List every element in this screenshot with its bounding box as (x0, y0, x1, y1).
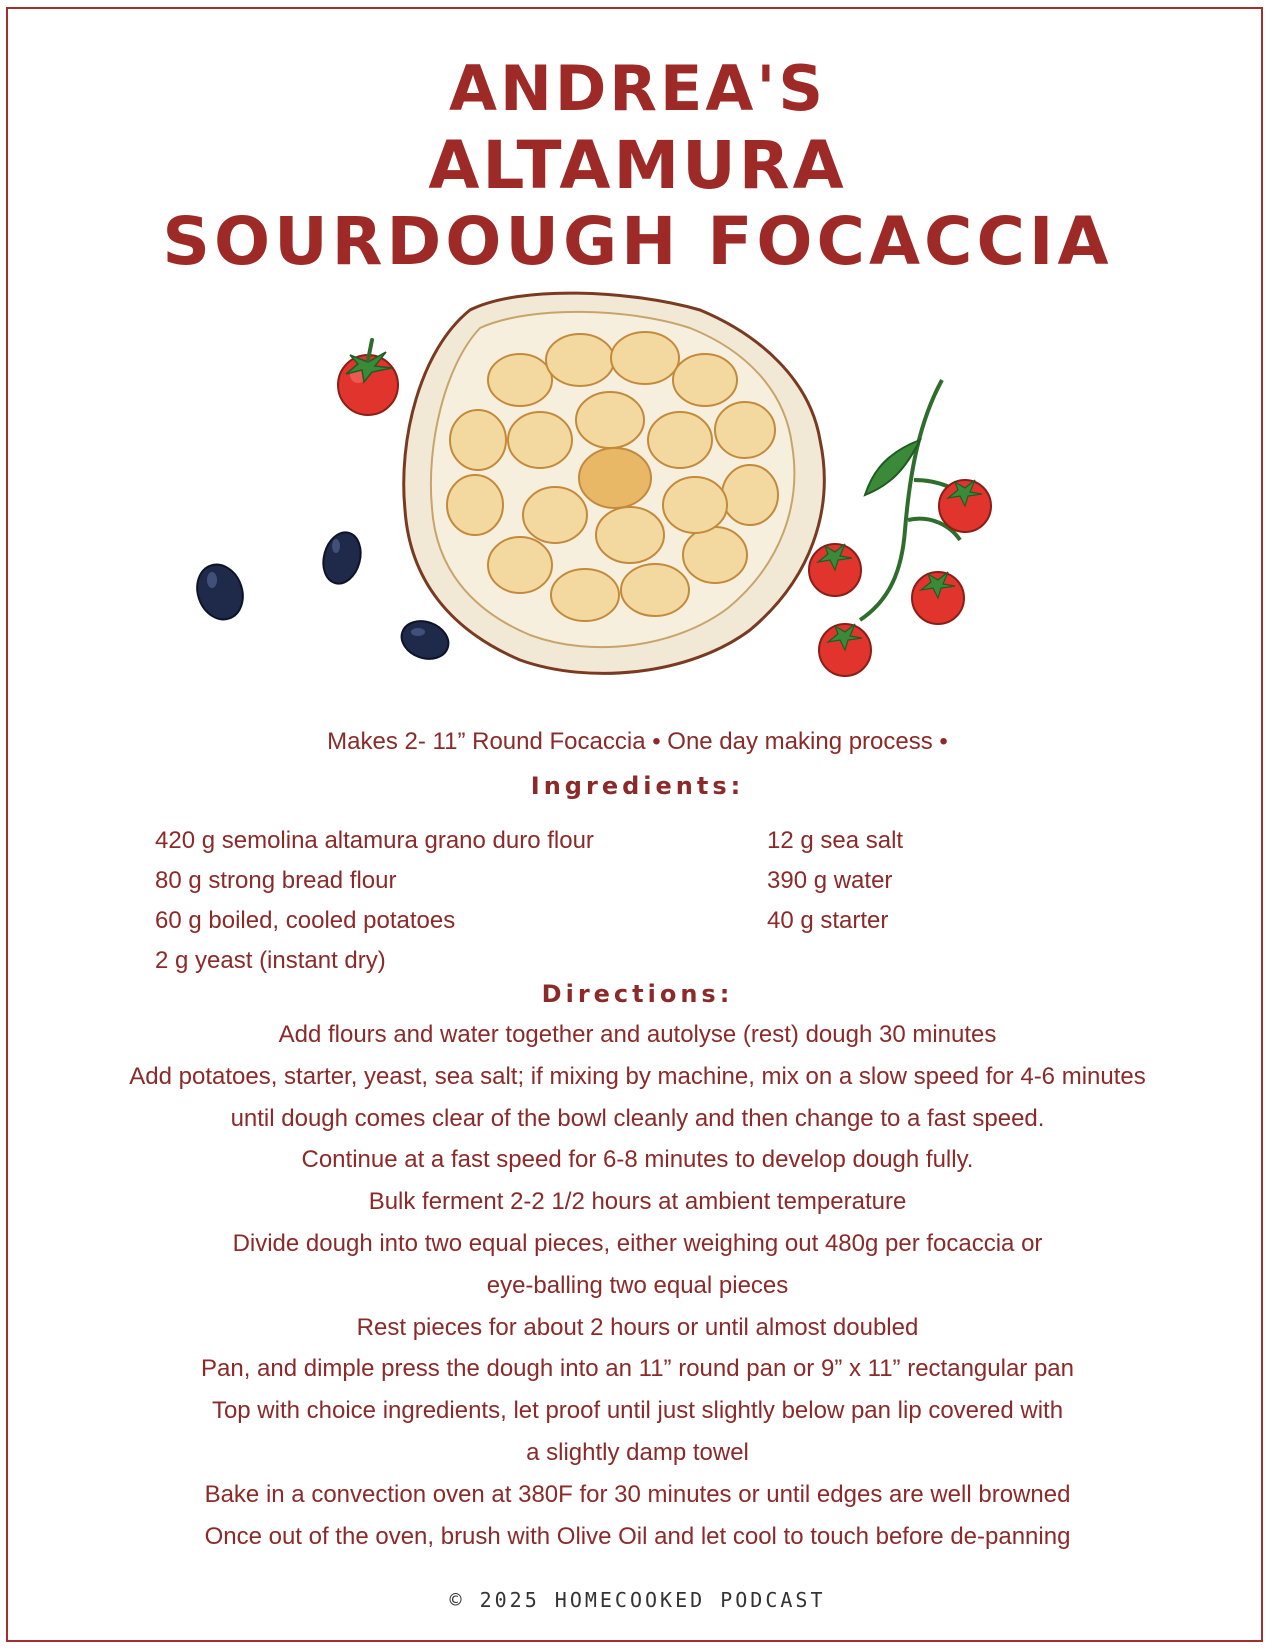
directions-heading: Directions: (541, 980, 734, 1008)
title-line-2: ALTAMURA (428, 127, 847, 204)
ingredient-item: 420 g semolina altamura grano duro flour (155, 827, 594, 854)
title-line-1: ANDREA'S (448, 52, 827, 125)
ingredient-item: 12 g sea salt (767, 827, 904, 854)
ingredient-item: 80 g strong bread flour (155, 867, 397, 894)
direction-line: until dough comes clear of the bowl cleanly and then change to a fast speed. (230, 1104, 1045, 1132)
tomato-icon (338, 340, 398, 415)
recipe-yield: Makes 2- 11” Round Focaccia • One day making process • (327, 728, 948, 755)
ingredients-heading: Ingredients: (530, 772, 745, 800)
direction-line: Continue at a fast speed for 6-8 minutes to develop dough fully. (301, 1146, 974, 1174)
title-line-3: SOURDOUGH FOCACCIA (162, 203, 1113, 280)
direction-line: Bake in a convection oven at 380F for 30 minutes or until edges are well browned (204, 1480, 1071, 1508)
direction-line: a slightly damp towel (526, 1438, 749, 1466)
direction-line: Add flours and water together and autolyse (rest) dough 30 minutes (278, 1021, 997, 1048)
ingredient-item: 390 g water (767, 867, 893, 894)
ingredients-list-right (767, 821, 903, 941)
ingredient-item: 40 g starter (767, 907, 889, 934)
direction-line: eye-balling two equal pieces (486, 1271, 789, 1299)
tomato-vine-icon (809, 380, 991, 676)
direction-line: Once out of the oven, brush with Olive Oil and let cool to touch before de-panning (204, 1522, 1071, 1550)
direction-line: Rest pieces for about 2 hours or until almost doubled (356, 1313, 919, 1341)
direction-line: Top with choice ingredients, let proof until just slightly below pan lip covered with (211, 1397, 1064, 1425)
focaccia-icon (404, 293, 825, 673)
focaccia-illustration (160, 280, 1060, 720)
directions-list (40, 1014, 1235, 1557)
direction-line: Divide dough into two equal pieces, either weighing out 480g per focaccia or (232, 1229, 1043, 1257)
direction-line: Bulk ferment 2-2 1/2 hours at ambient temperature (368, 1188, 907, 1216)
direction-line: Pan, and dimple press the dough into an 11” round pan or 9” x 11” rectangular pan (200, 1355, 1074, 1383)
ingredient-item: 2 g yeast (instant dry) (155, 947, 386, 974)
direction-line: Add potatoes, starter, yeast, sea salt; if mixing by machine, mix on a slow speed for 4-6 minutes (129, 1062, 1146, 1090)
ingredients-list-left (155, 821, 594, 981)
copyright-footer: © 2025 HOMECOOKED PODCAST (449, 1588, 826, 1612)
ingredient-item: 60 g boiled, cooled potatoes (155, 907, 456, 934)
